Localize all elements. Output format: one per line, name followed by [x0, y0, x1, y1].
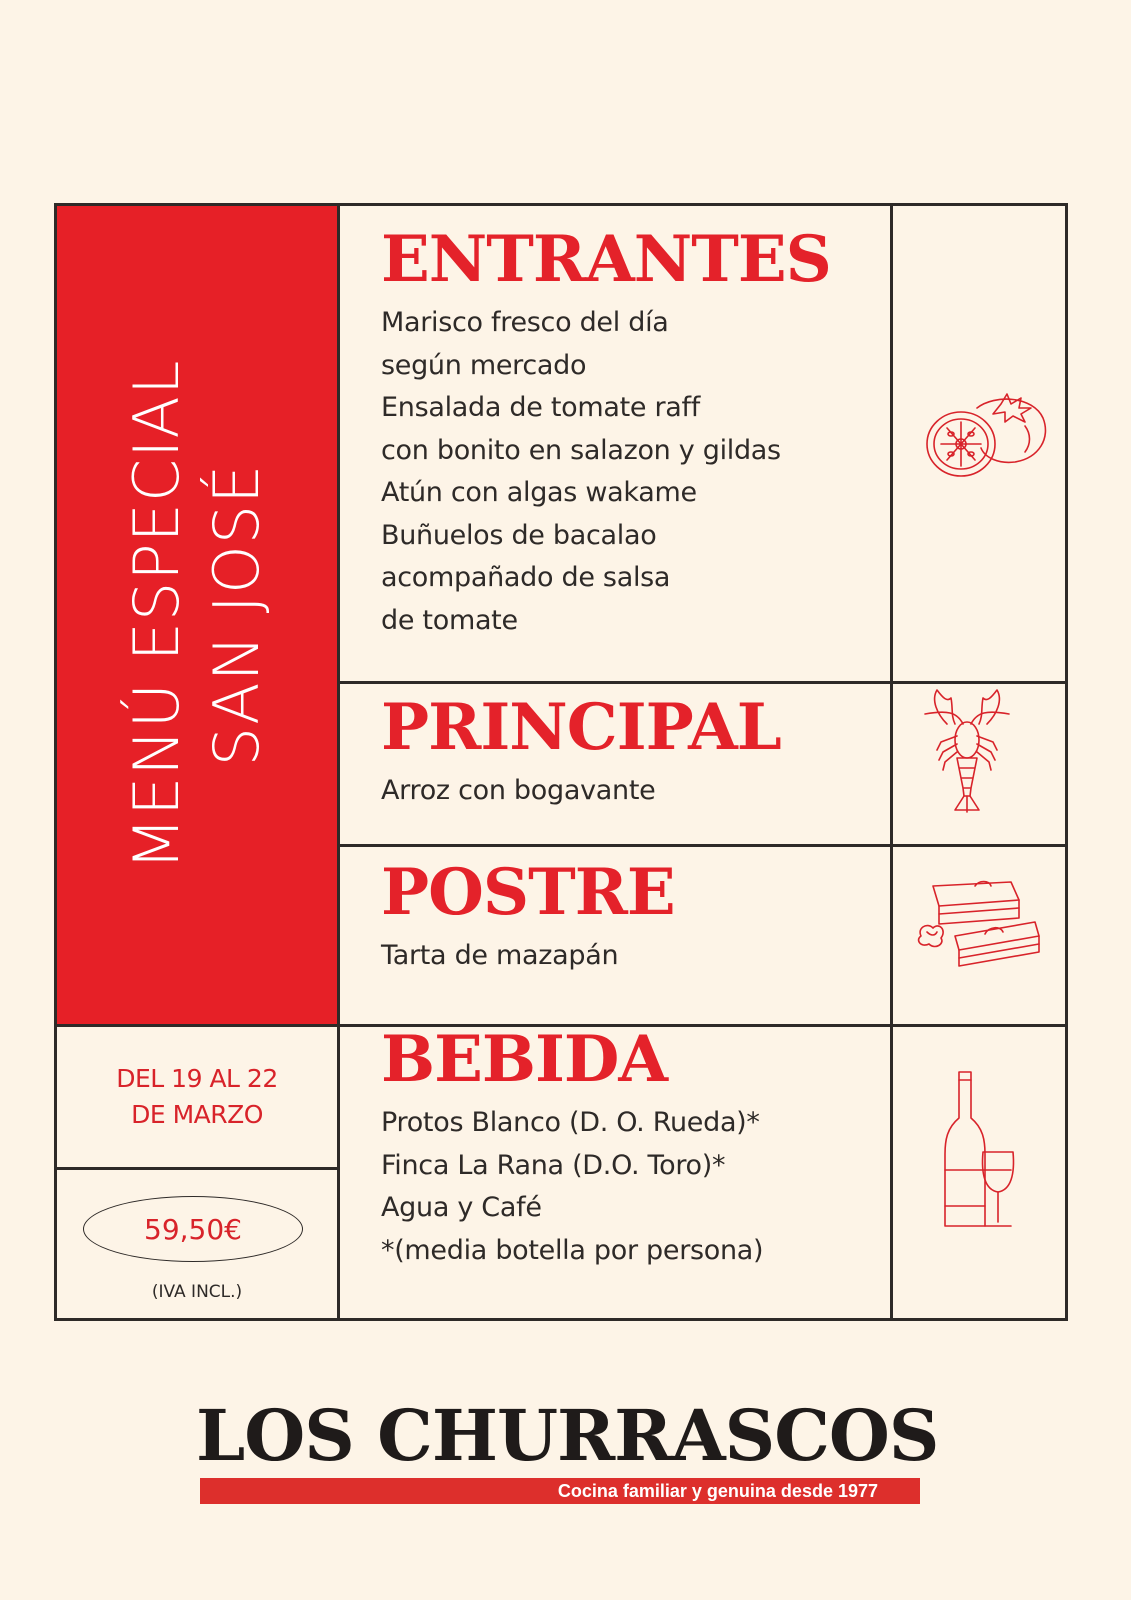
list-item: Buñuelos de bacalao — [381, 519, 657, 551]
section-postre — [381, 855, 901, 978]
item-list — [381, 935, 901, 978]
tomato-icon — [915, 386, 1055, 496]
item-list — [381, 1102, 901, 1272]
list-item: Finca La Rana (D.O. Toro)* — [381, 1149, 726, 1181]
list-item: Protos Blanco (D. O. Rueda)* — [381, 1107, 760, 1138]
item-list — [381, 770, 901, 813]
price-box — [57, 1170, 337, 1318]
date-line2: DE MARZO — [131, 1100, 263, 1129]
section-entrantes — [381, 222, 901, 642]
item-list — [381, 302, 901, 642]
list-item: de tomate — [381, 604, 518, 636]
section-heading: BEBIDA — [381, 1022, 668, 1097]
menu-title — [117, 360, 277, 871]
date-range — [57, 1027, 337, 1167]
section-heading: ENTRANTES — [381, 222, 831, 297]
section-heading: PRINCIPAL — [381, 690, 781, 765]
price-amount: 59,50€ — [144, 1212, 242, 1246]
date-line1: DEL 19 AL 22 — [116, 1064, 278, 1093]
lobster-icon — [917, 684, 1017, 824]
section-bebida — [381, 1022, 901, 1272]
brand-tagline: Cocina familiar y genuina desde 1977 — [200, 1478, 920, 1504]
list-item: Agua y Café — [381, 1192, 542, 1223]
wine-icon — [923, 1058, 1023, 1238]
list-item: Ensalada de tomate raff — [381, 392, 700, 423]
cake-icon — [915, 866, 1055, 976]
list-item: Tarta de mazapán — [381, 940, 619, 971]
list-item: acompañado de salsa — [381, 562, 671, 593]
section-principal — [381, 690, 901, 813]
title-panel — [57, 206, 337, 1024]
list-item: con bonito en salazon y gildas — [381, 434, 781, 466]
list-item: *(media botella por persona) — [381, 1234, 764, 1266]
section-heading: POSTRE — [381, 855, 675, 930]
menu-title-line2: SAN JOSÉ — [200, 463, 273, 767]
list-item: según mercado — [381, 349, 587, 381]
list-item: Atún con algas wakame — [381, 477, 697, 508]
price-oval — [83, 1196, 303, 1262]
menu-grid — [54, 203, 1068, 1321]
brand-name: LOS CHURRASCOS — [196, 1394, 939, 1477]
list-item: Arroz con bogavante — [381, 775, 656, 806]
list-item: Marisco fresco del día — [381, 307, 669, 338]
price-note: (IVA INCL.) — [151, 1282, 243, 1302]
menu-title-line1: MENÚ ESPECIAL — [120, 359, 193, 871]
